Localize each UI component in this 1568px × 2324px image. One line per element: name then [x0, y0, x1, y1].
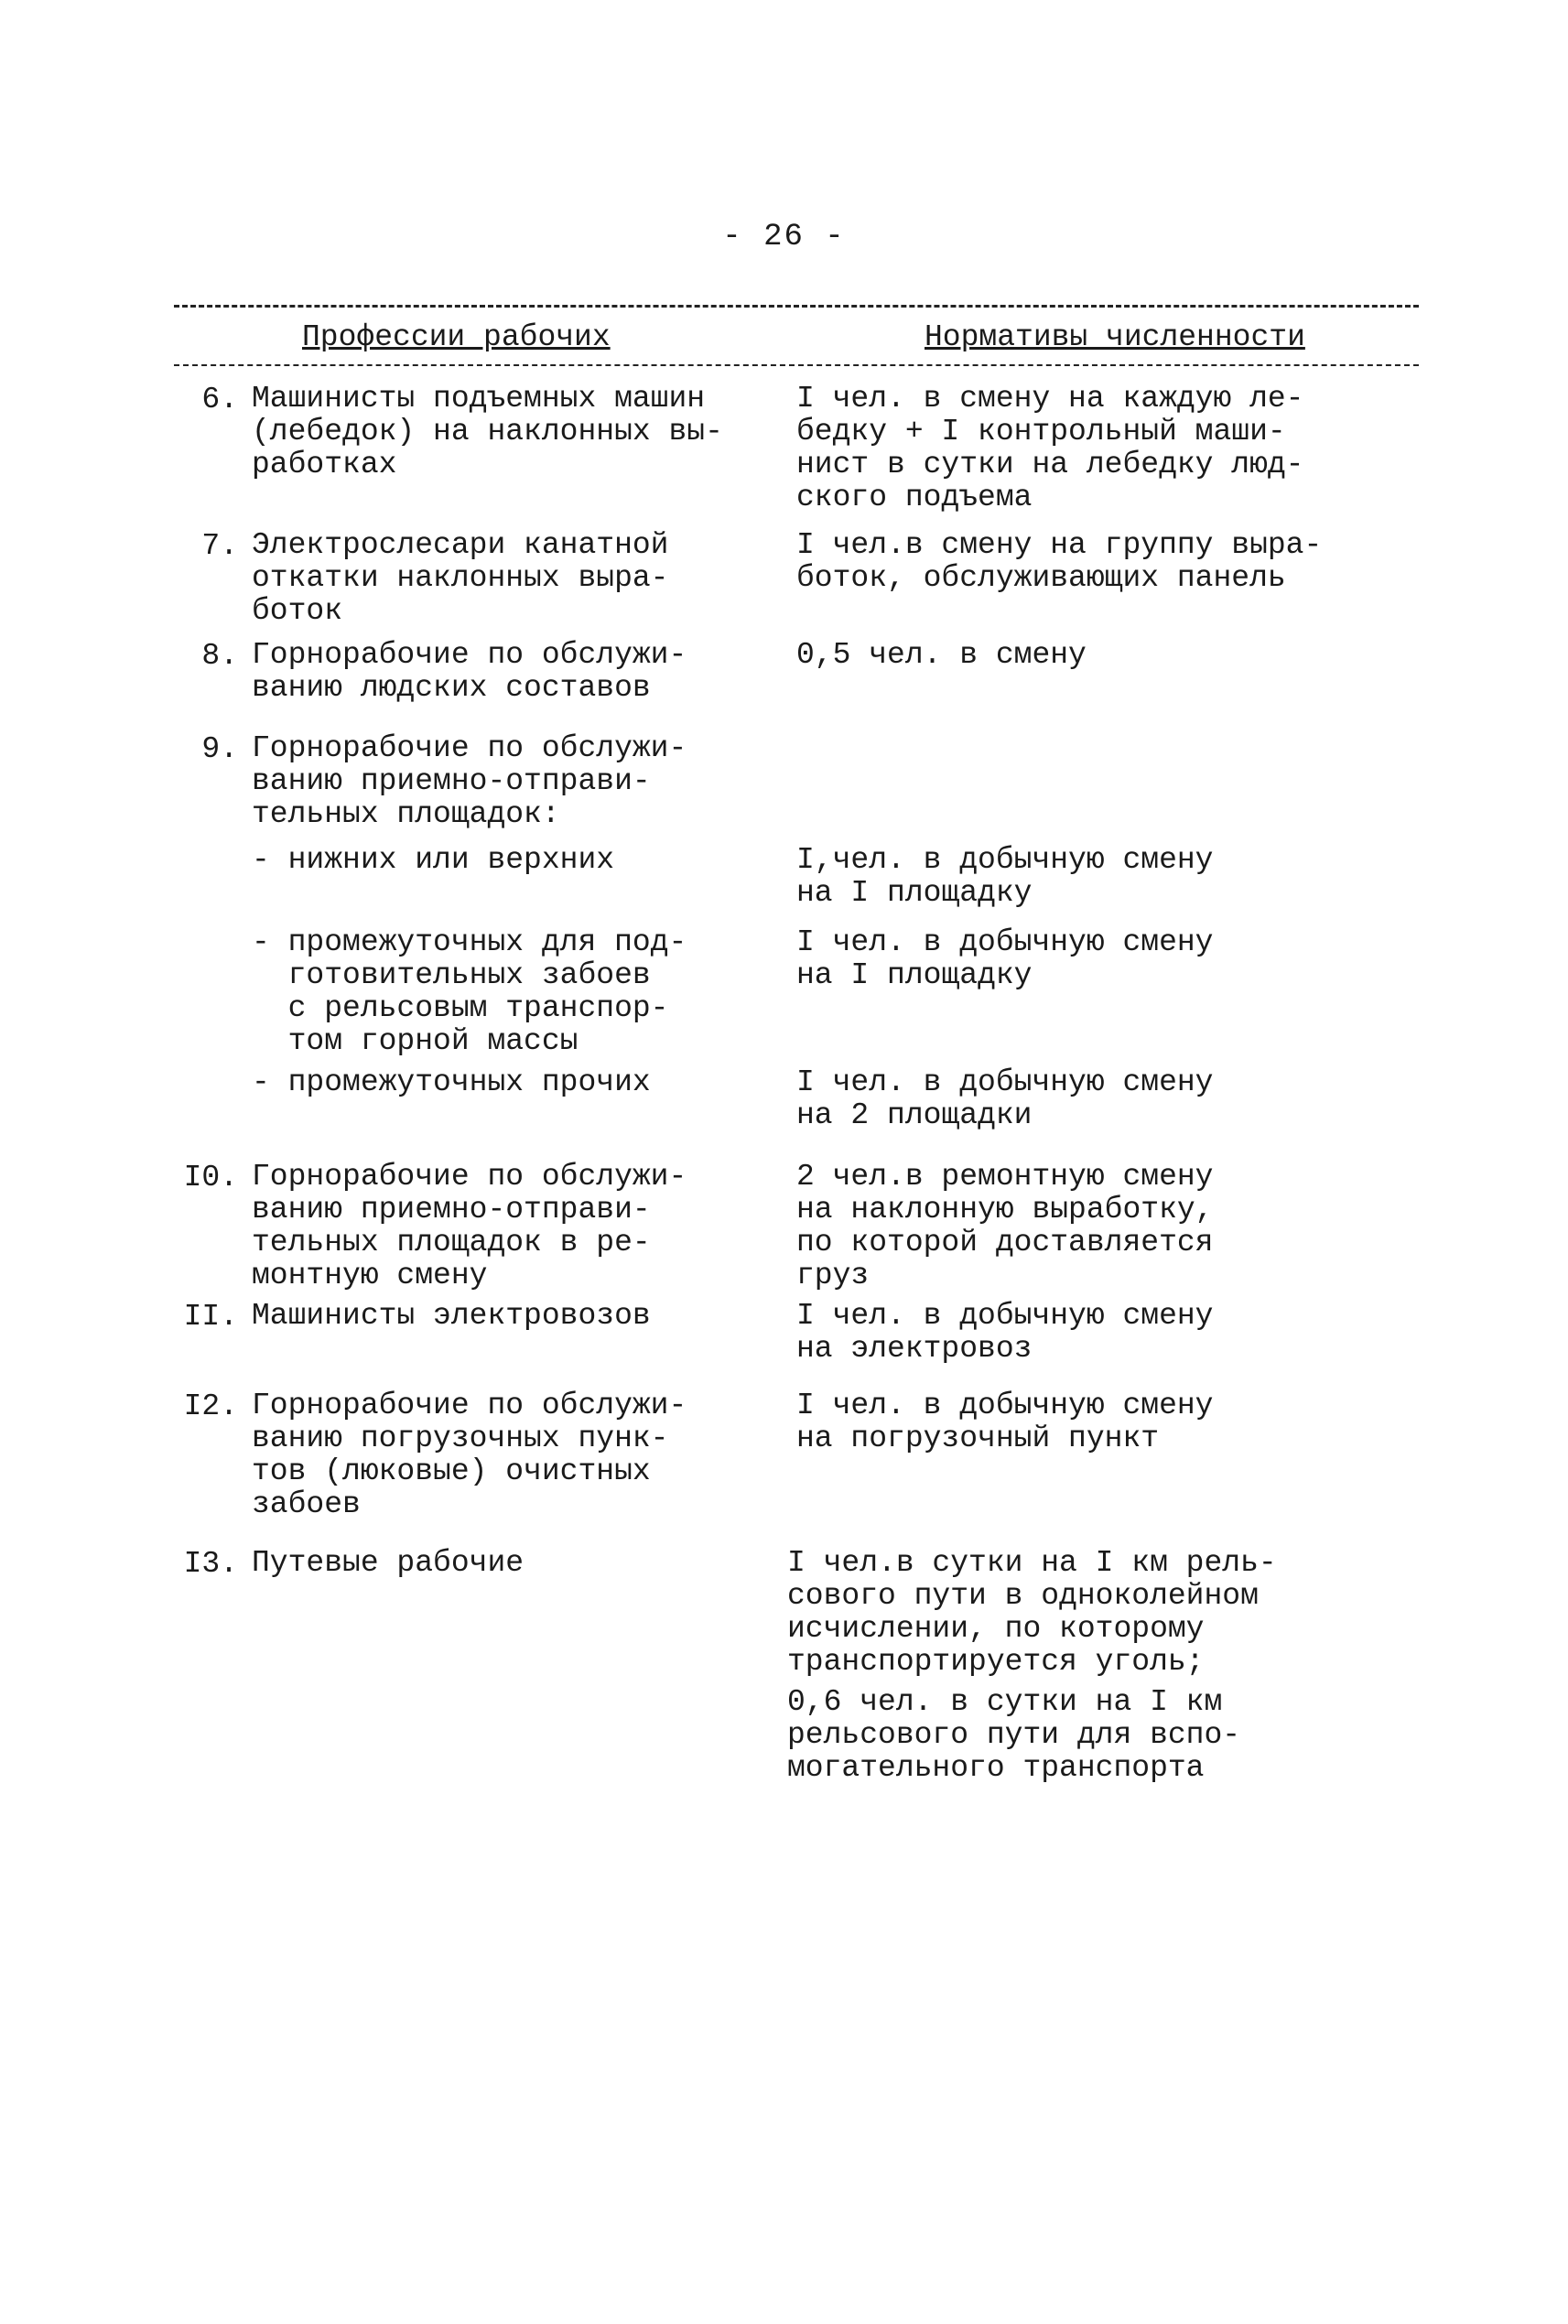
- row-profession: Машинисты электровозов: [252, 1299, 651, 1333]
- row-number: I2.: [183, 1389, 238, 1423]
- page-number: - 26 -: [722, 220, 846, 254]
- row-profession: Горнорабочие по обслужи- ванию приемно-отправи- тельных площадок в ре- монтную смену: [252, 1160, 687, 1292]
- row-profession: Электрослесари канатной откатки наклонных выра- боток: [252, 528, 669, 628]
- row-profession: Путевые рабочие: [252, 1546, 524, 1580]
- header-norms: Нормативы численности: [925, 320, 1305, 354]
- row-norm: I чел. в добычную смену на погрузочный пункт: [796, 1389, 1214, 1455]
- row-norm: 0,5 чел. в смену: [796, 638, 1087, 672]
- row-profession: Горнорабочие по обслужи- ванию погрузочных пунк- тов (люковые) очистных забоев: [252, 1389, 687, 1521]
- top-rule: [174, 305, 1419, 308]
- row-norm: I чел. в смену на каждую ле- бедку + I контрольный маши- нист в сутки на лебедку люд- ского подъема: [796, 382, 1304, 514]
- row-number: 6.: [201, 383, 238, 416]
- row-norm: I чел. в добычную смену на I площадку: [796, 925, 1214, 992]
- row-norm: I чел.в сутки на I км рель- сового пути в одноколейном исчислении, по которому транспортируется уголь;: [787, 1546, 1277, 1679]
- row-norm: 0,6 чел. в сутки на I км рельсового пути для вспо- могательного транспорта: [787, 1685, 1241, 1785]
- row-norm: 2 чел.в ремонтную смену на наклонную выработку, по которой доставляется груз: [796, 1160, 1214, 1292]
- table-header: [174, 320, 1419, 366]
- row-norm: I чел.в смену на группу выра- боток, обслуживающих панель: [796, 528, 1323, 595]
- row-number: I0.: [183, 1161, 238, 1194]
- row-number: 7.: [201, 529, 238, 563]
- row-norm: I,чел. в добычную смену на I площадку: [796, 843, 1214, 910]
- row-number: 9.: [201, 732, 238, 766]
- row-norm: I чел. в добычную смену на 2 площадки: [796, 1065, 1214, 1132]
- row-profession: Горнорабочие по обслужи- ванию людских составов: [252, 638, 687, 705]
- header-professions: Профессии рабочих: [302, 320, 611, 354]
- row-number: II.: [183, 1300, 238, 1334]
- row-number: 8.: [201, 639, 238, 673]
- row-profession: Машинисты подъемных машин (лебедок) на наклонных вы- работках: [252, 382, 723, 481]
- row-profession: - промежуточных для под- готовительных забоев с рельсовым транспор- том горной массы: [252, 925, 687, 1058]
- row-number: I3.: [183, 1547, 238, 1581]
- row-profession: - промежуточных прочих: [252, 1065, 651, 1099]
- row-norm: I чел. в добычную смену на электровоз: [796, 1299, 1214, 1366]
- row-profession: Горнорабочие по обслужи- ванию приемно-отправи- тельных площадок:: [252, 731, 687, 831]
- row-profession: - нижних или верхних: [252, 843, 615, 877]
- header-rule: [174, 364, 1419, 366]
